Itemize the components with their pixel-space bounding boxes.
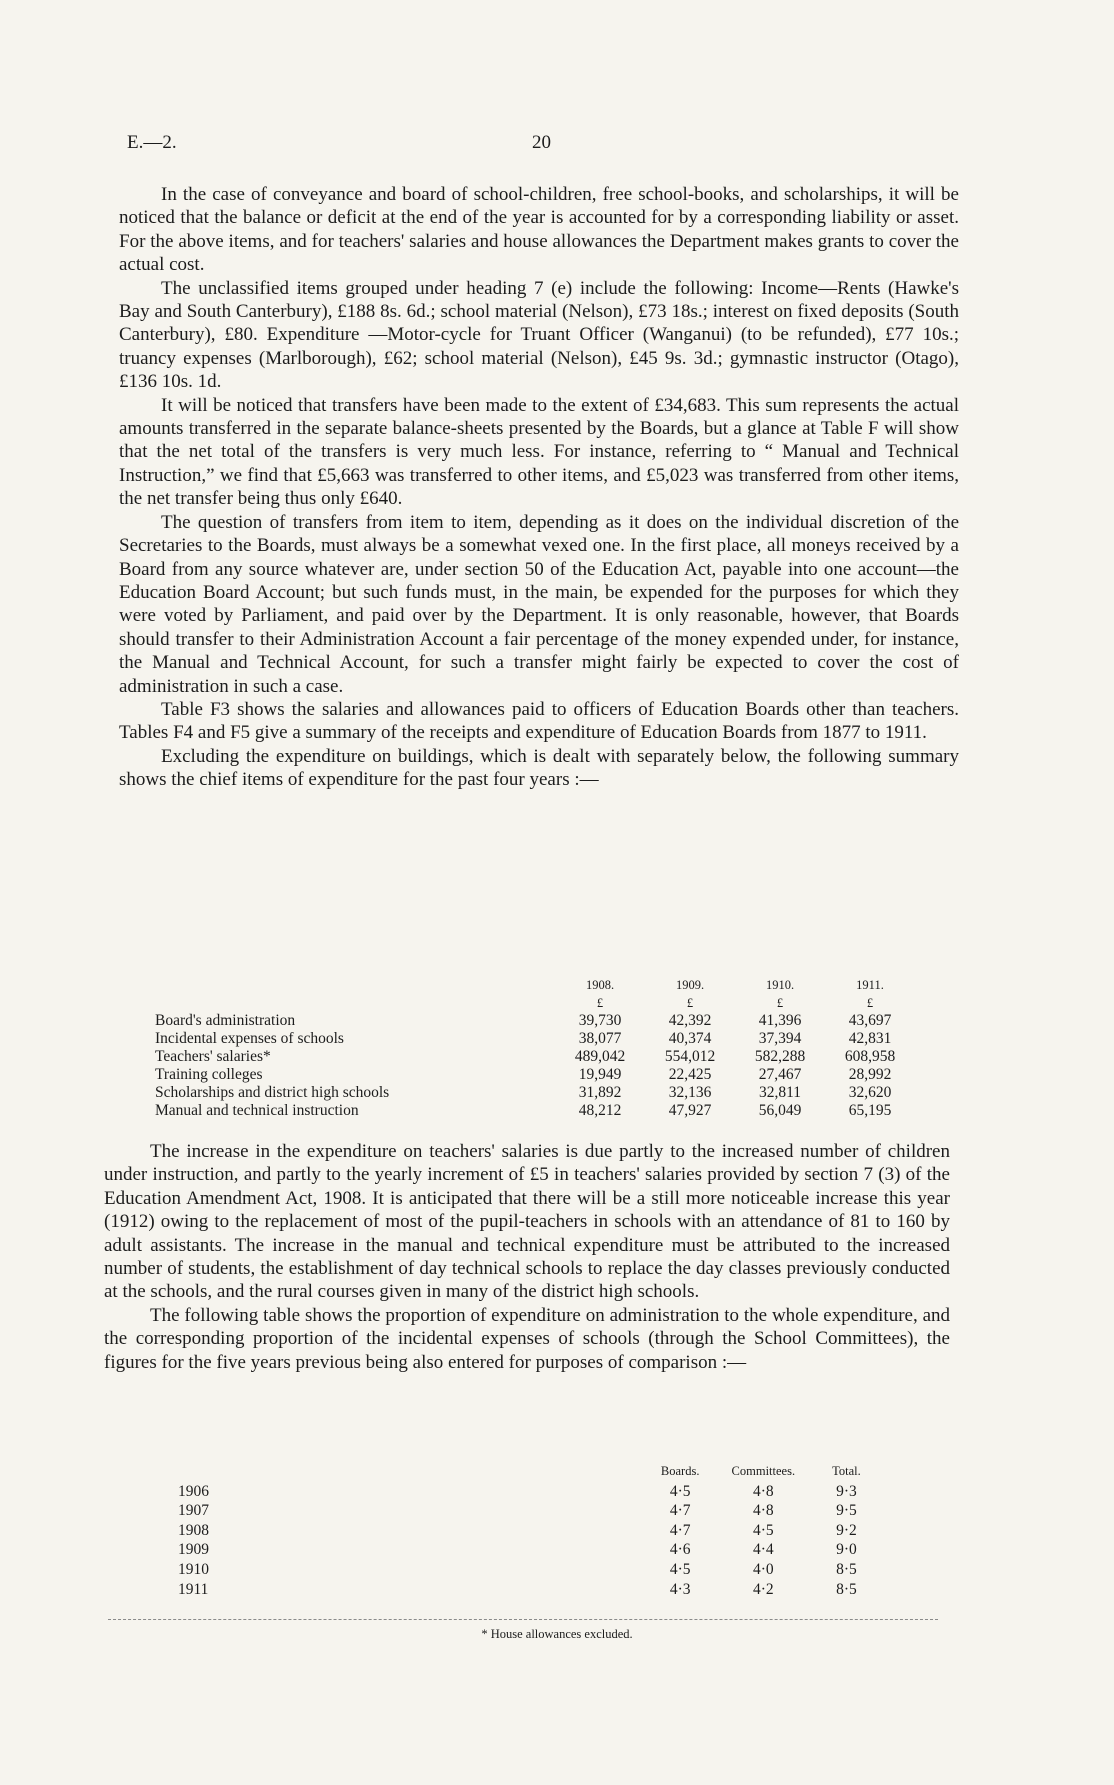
- row-label: Scholarships and district high schools: [155, 1084, 390, 1101]
- footnote: * House allowances excluded.: [481, 1627, 633, 1641]
- cell: 4·8: [752, 1502, 774, 1520]
- year-header: 1908.: [585, 978, 615, 992]
- cell: 32,620: [848, 1084, 892, 1101]
- body-text-top: [119, 183, 959, 792]
- cell: 4·7: [669, 1521, 691, 1539]
- column-header: Committees.: [731, 1464, 796, 1478]
- cell: 19,949: [578, 1066, 622, 1083]
- row-label: Incidental expenses of schools: [155, 1030, 344, 1047]
- currency-symbol: £: [596, 996, 604, 1010]
- cell: 4·5: [669, 1560, 691, 1578]
- table-row: [178, 1540, 888, 1560]
- currency-symbol: £: [776, 996, 784, 1010]
- row-year: 1909: [178, 1541, 209, 1559]
- paragraph-transfers: It will be noticed that transfers have been made to the extent of £34,683. This sum represents the actual amounts transferred in the separate balance-sheets presented by the Boards, but a glance at Table F will show that the net total of the transfers is very much less. For instance, referring to “ Manual and Technical Instruction,” we find that £5,663 was transferred to other items, and £5,023 was transferred from other items, the net transfer being thus only £640.: [119, 394, 959, 510]
- table-row: [178, 1501, 888, 1521]
- paragraph-proportion-intro: The following table shows the proportion of expenditure on administration to the whole expenditure, and the corresponding proportion of the incidental expenses of schools (through the School Committees), the figures for the five years previous being also entered for purposes of comparison :—: [104, 1304, 950, 1373]
- cell: 4·5: [752, 1521, 774, 1539]
- table-row: [155, 1066, 915, 1084]
- proportion-header-row: [178, 1462, 888, 1482]
- year-header: 1909.: [675, 978, 705, 992]
- cell: 31,892: [578, 1084, 622, 1101]
- cell: 65,195: [848, 1102, 892, 1119]
- cell: 4·6: [669, 1541, 691, 1559]
- body-text-bottom: [104, 1140, 950, 1374]
- table-row: [178, 1580, 888, 1600]
- paragraph-salary-increase: The increase in the expenditure on teachers' salaries is due partly to the increased number of children under instruction, and partly to the yearly increment of £5 in teachers' salaries provided by section 7 (3) of the Education Amendment Act, 1908. It is anticipated that there will be a still more noticeable increase this year (1912) owing to the replacement of most of the pupil-teachers in schools with an attendance of 81 to 160 by adult assistants. The increase in the manual and technical expenditure must be attributed to the increased number of students, the establishment of day technical schools to replace the day classes previously conducted at the schools, and the rural courses given in many of the district high schools.: [104, 1141, 950, 1303]
- paragraph-transfer-question: The question of transfers from item to item, depending as it does on the individual discretion of the Secretaries to the Boards, must always be a somewhat vexed one. In the first place, all moneys received by a Board from any source whatever are, under section 50 of the Education Act, payable into one account—the Education Board Account; but such funds must, in the main, be expended for the purposes for which they were voted by Parliament, and paid over by the Department. It is only reasonable, however, that Boards should transfer to their Administration Account a fair percentage of the money expended under, for instance, the Manual and Technical Account, for such a transfer might fairly be expected to cover the cost of administration in such a case.: [119, 511, 959, 697]
- cell: 9·5: [836, 1502, 857, 1520]
- row-year: 1908: [178, 1521, 209, 1539]
- cell: 4·2: [752, 1580, 774, 1598]
- table-row: [178, 1560, 888, 1580]
- expenditure-summary-table: [155, 976, 915, 1120]
- row-label: Board's administration: [155, 1012, 296, 1029]
- cell: 28,992: [848, 1066, 892, 1083]
- table-row: [155, 1030, 915, 1048]
- cell: 4·5: [669, 1482, 691, 1500]
- cell: 4·0: [752, 1560, 774, 1578]
- cell: 582,288: [754, 1048, 806, 1065]
- table-row: [178, 1482, 888, 1502]
- cell: 32,136: [668, 1084, 712, 1101]
- cell: 38,077: [578, 1030, 622, 1047]
- page-number: 20: [532, 132, 551, 153]
- cell: 41,396: [758, 1012, 802, 1029]
- cell: 608,958: [844, 1048, 896, 1065]
- currency-symbol: £: [686, 996, 694, 1010]
- summary-header-row: [155, 976, 915, 994]
- cell: 554,012: [664, 1048, 716, 1065]
- table-row: [155, 1012, 915, 1030]
- paragraph-unclassified-items: The unclassified items grouped under heading 7 (e) include the following: Income—Rents (Hawke's Bay and South Canterbury), £188 8s. 6d.; school material (Nelson), £73 18s.; interest on fixed deposits (South Canterbury), £80. Expenditure —Motor-cycle for Truant Officer (Wanganui) (to be refunded), £77 10s.; truancy expenses (Marlborough), £62; school material (Nelson), £45 9s. 3d.; gymnastic instructor (Otago), £136 10s. 1d.: [119, 277, 959, 393]
- cell: 22,425: [668, 1066, 712, 1083]
- administration-proportion-table: [178, 1462, 888, 1599]
- cell: 42,831: [848, 1030, 892, 1047]
- row-label: Training colleges: [155, 1066, 263, 1083]
- cell: 4·3: [669, 1580, 691, 1598]
- cell: 37,394: [758, 1030, 802, 1047]
- row-label: Teachers' salaries*: [155, 1048, 271, 1065]
- cell: 9·3: [836, 1482, 857, 1500]
- cell: 56,049: [758, 1102, 802, 1119]
- cell: 43,697: [848, 1012, 892, 1029]
- cell: 27,467: [758, 1066, 802, 1083]
- table-row: [155, 1084, 915, 1102]
- cell: 4·7: [669, 1502, 691, 1520]
- currency-symbol: £: [866, 996, 874, 1010]
- cell: 32,811: [758, 1084, 802, 1101]
- table-row: [178, 1521, 888, 1541]
- cell: 9·2: [836, 1521, 857, 1539]
- row-year: 1911: [178, 1580, 209, 1598]
- year-header: 1910.: [765, 978, 795, 992]
- cell: 9·0: [836, 1541, 857, 1559]
- cell: 40,374: [668, 1030, 712, 1047]
- paragraph-summary-intro: Excluding the expenditure on buildings, which is dealt with separately below, the following summary shows the chief items of expenditure for the past four years :—: [119, 745, 959, 791]
- paragraph-table-f3: Table F3 shows the salaries and allowances paid to officers of Education Boards other than teachers. Tables F4 and F5 give a summary of the receipts and expenditure of Education Boards from 1877 to 1911.: [119, 698, 959, 744]
- cell: 4·8: [752, 1482, 774, 1500]
- currency-row: [155, 994, 915, 1012]
- column-header: Total.: [832, 1464, 861, 1478]
- cell: 8·5: [836, 1580, 857, 1598]
- cell: 47,927: [668, 1102, 712, 1119]
- row-label: Manual and technical instruction: [155, 1102, 359, 1119]
- table-row: [155, 1102, 915, 1120]
- document-reference: E.—2.: [127, 132, 177, 153]
- row-year: 1910: [178, 1560, 209, 1578]
- cell: 48,212: [578, 1102, 622, 1119]
- row-year: 1907: [178, 1502, 209, 1520]
- cell: 8·5: [836, 1560, 857, 1578]
- paragraph-conveyance: In the case of conveyance and board of school-children, free school-books, and scholarships, it will be noticed that the balance or deficit at the end of the year is accounted for by a corresponding liability or asset. For the above items, and for teachers' salaries and house allowances the Department makes grants to cover the actual cost.: [119, 184, 959, 276]
- cell: 42,392: [668, 1012, 712, 1029]
- row-year: 1906: [178, 1482, 209, 1500]
- year-header: 1911.: [856, 978, 884, 992]
- table-row: [155, 1048, 915, 1066]
- column-header: Boards.: [660, 1464, 700, 1478]
- cell: 489,042: [574, 1048, 626, 1065]
- footnote-divider: [108, 1619, 938, 1620]
- cell: 4·4: [752, 1541, 774, 1559]
- cell: 39,730: [578, 1012, 622, 1029]
